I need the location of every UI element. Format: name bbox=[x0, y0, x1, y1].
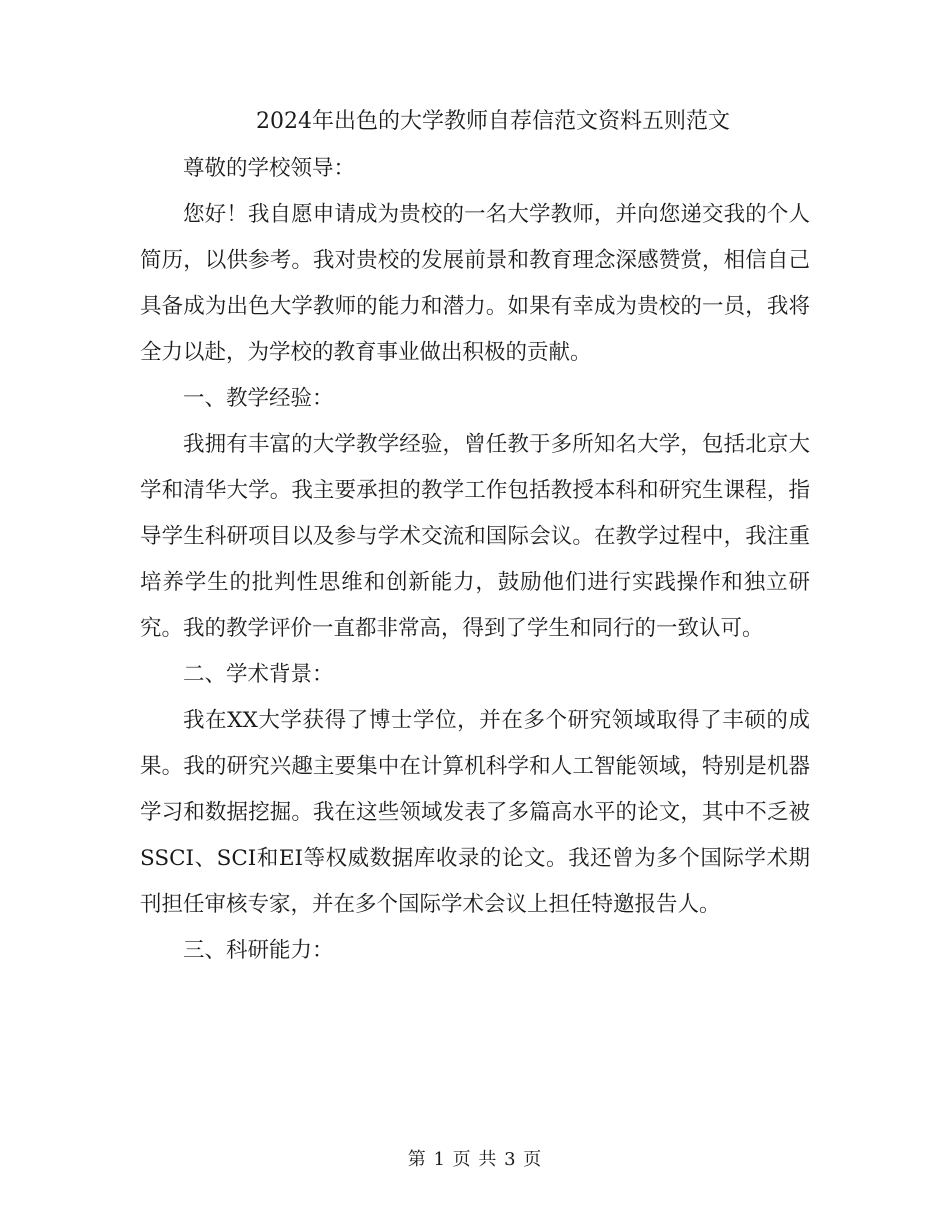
document-body bbox=[140, 102, 810, 974]
salutation: 尊敬的学校领导： bbox=[183, 156, 356, 181]
section-heading-teaching: 一、教学经验： bbox=[183, 386, 334, 411]
section-heading-research: 三、科研能力： bbox=[183, 938, 334, 963]
document-title: 2024年出色的大学教师自荐信范文资料五则范文 bbox=[256, 109, 730, 134]
intro-paragraph: 您好！我自愿申请成为贵校的一名大学教师，并向您递交我的个人简历，以供参考。我对贵校的发展前景和教育理念深感赞赏，相信自己具备成为出色大学教师的能力和潜力。如果有幸成为贵校的一员，我将全力以赴，为学校的教育事业做出积极的贡献。 bbox=[140, 202, 810, 365]
page-number-footer: 第 1 页 共 3 页 bbox=[407, 1149, 543, 1170]
section-body-academic: 我在XX大学获得了博士学位，并在多个研究领域取得了丰硕的成果。我的研究兴趣主要集中在计算机科学和人工智能领域，特别是机器学习和数据挖掘。我在这些领域发表了多篇高水平的论文，其中不乏被SSCI、SCI和EI等权威数据库收录的论文。我还曾为多个国际学术期刊担任审核专家，并在多个国际学术会议上担任特邀报告人。 bbox=[140, 708, 810, 917]
section-body-teaching: 我拥有丰富的大学教学经验，曾任教于多所知名大学，包括北京大学和清华大学。我主要承担的教学工作包括教授本科和研究生课程，指导学生科研项目以及参与学术交流和国际会议。在教学过程中，我注重培养学生的批判性思维和创新能力，鼓励他们进行实践操作和独立研究。我的教学评价一直都非常高，得到了学生和同行的一致认可。 bbox=[140, 432, 810, 641]
section-heading-academic: 二、学术背景： bbox=[183, 662, 334, 687]
